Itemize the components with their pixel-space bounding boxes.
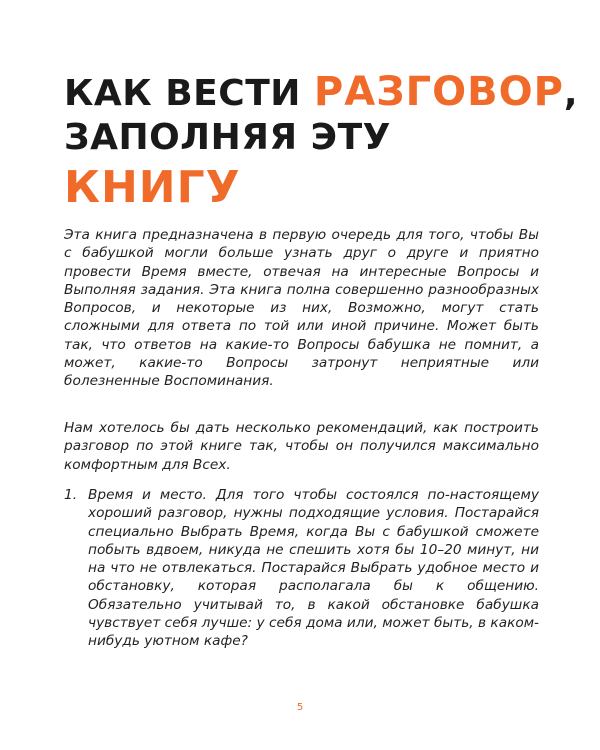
heading-comma: , <box>563 73 579 114</box>
heading-line-1 <box>64 69 579 116</box>
heading-accent-word: РАЗГОВОР <box>313 69 564 115</box>
list-item-text: Время и место. Для того чтобы состоялся по-настоящему хороший разговор, нужны подходящие условия. Постарайся специально Выбрать Время, когда Вы с бабушкой сможете побыть вдвоем, никуда не спешить хотя бы 10–20 минут, ни на что не отвлекаться. Постарайся Выбрать удобное место и обстановку, которая располагала бы к общению. Обязательно учитывай то, в какой обстановке бабушка чувствует себя лучше: у себя дома или, может быть, в каком-нибудь уютном кафе? <box>88 487 539 650</box>
page-heading <box>64 69 579 213</box>
page-number: 5 <box>296 702 304 713</box>
recommendation-paragraph: Нам хотелось бы дать несколько рекомендаций, как построить разговор по этой книге так, чтобы он получился максимально комфортным для Всех. <box>64 420 539 473</box>
heading-accent-word-2: КНИГУ <box>64 162 241 213</box>
heading-line-3 <box>64 162 564 213</box>
heading-line-2: ЗАПОЛНЯЯ ЭТУ <box>64 117 391 158</box>
list-item-number: 1. <box>64 487 78 503</box>
intro-paragraph: Эта книга предназначена в первую очередь для того, чтобы Вы с бабушкой могли больше узнать друг о друге и приятно провести Время вместе, отвечая на интересные Вопросы и Выполняя задания. Эта книга полна совершенно разнообразных Вопросов, и некоторые из них, Возможно, могут стать сложными для ответа по той или иной причине. Может быть так, что ответов на какие-то Вопросы бабушка не помнит, а может, какие-то Вопросы затронут неприятные или болезненные Воспоминания. <box>64 227 539 390</box>
heading-text-plain: КАК ВЕСТИ <box>64 73 314 114</box>
